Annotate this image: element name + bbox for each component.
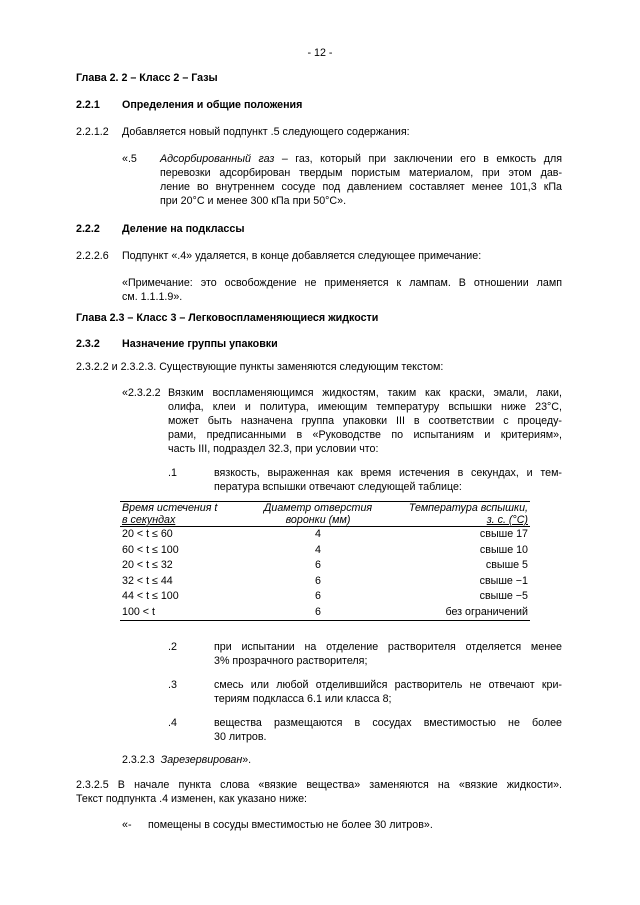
section-2-3-2-2-intro: 2.3.2.2 и 2.3.2.3. Существующие пункты заменяются следующим текстом: bbox=[76, 361, 444, 373]
section-2-2-1-2-text: Добавляется новый подпункт .5 следующего содержания: bbox=[122, 126, 410, 138]
section-2-2-1-number: 2.2.1 bbox=[76, 99, 100, 111]
table-row: 20 < t ≤ 32 6 свыше 5 bbox=[122, 559, 528, 571]
note-line-2: см. 1.1.1.9». bbox=[122, 291, 183, 303]
subparagraph-5-line-1-rest: – газ, который при заключении его в емкость для bbox=[274, 153, 563, 165]
section-2-2-1-2-number: 2.2.1.2 bbox=[76, 126, 109, 138]
section-2-2-2-number: 2.2.2 bbox=[76, 223, 100, 235]
adsorbed-gas-term: Адсорбированный газ bbox=[160, 153, 275, 165]
subparagraph-5-line-1 bbox=[160, 152, 562, 166]
table-header-row bbox=[120, 502, 530, 527]
note-line-1: «Примечание: это освобождение не применяется к лампам. В отношении ламп bbox=[122, 277, 562, 289]
section-2-3-2-2-line-5: часть III, подраздел 32.3, при условии что: bbox=[168, 443, 379, 455]
section-2-2-2-title: Деление на подклассы bbox=[122, 223, 245, 235]
item-3-line-1: смесь или любой отделившийся растворитель не отвечают кри- bbox=[214, 679, 562, 691]
chapter-2-3-heading: Глава 2.3 – Класс 3 – Легковоспламеняющиеся жидкости bbox=[76, 312, 379, 324]
subparagraph-5-line-3: ление во внутреннем сосуде под давлением составляет менее 101,3 кПа bbox=[160, 181, 562, 193]
section-2-3-2-2-number: «2.3.2.2 bbox=[122, 387, 161, 399]
section-2-2-2-6-number: 2.2.2.6 bbox=[76, 250, 109, 262]
final-quote-marker: «- bbox=[122, 819, 132, 831]
subparagraph-5-line-2: перевозки адсорбирован твердым пористым материалом, при этом дав- bbox=[160, 167, 562, 179]
item-1-line-2: пература вспышки отвечают следующей таблице: bbox=[214, 481, 462, 493]
chapter-2-2-heading: Глава 2. 2 – Класс 2 – Газы bbox=[76, 72, 218, 84]
section-2-3-2-2-line-1: Вязким воспламеняющимся жидкостям, таким как краски, эмали, лаки, bbox=[168, 387, 562, 399]
item-2-line-1: при испытании на отделение растворителя отделяется менее bbox=[214, 641, 562, 653]
section-2-3-2-3-number: 2.3.2.3 bbox=[122, 754, 155, 766]
header-orifice-diameter: Диаметр отверстия воронки (мм) bbox=[263, 502, 373, 526]
table-row: 44 < t ≤ 100 6 свыше −5 bbox=[122, 590, 528, 602]
section-2-3-2-title: Назначение группы упаковки bbox=[122, 338, 278, 350]
subparagraph-5-marker: «.5 bbox=[122, 153, 137, 165]
item-4-line-1: вещества размещаются в сосудах вместимостью не более bbox=[214, 717, 562, 729]
item-1-number: .1 bbox=[168, 467, 177, 479]
section-2-3-2-3-reserved: Зарезервирован bbox=[160, 754, 243, 766]
table-row: 100 < t 6 без ограничений bbox=[120, 605, 530, 621]
section-2-3-2-2-line-4: рами, предписанными в «Руководстве по испытаниям и критериям», bbox=[168, 429, 562, 441]
item-3-line-2: териям подкласса 6.1 или класса 8; bbox=[214, 693, 392, 705]
section-2-3-2-2-line-2: олифа, клеи и политура, имеющим температуру вспышки ниже 23°С, bbox=[168, 401, 562, 413]
item-4-number: .4 bbox=[168, 717, 177, 729]
section-2-3-2-5-line-1: 2.3.2.5 В начале пункта слова «вязкие вещества» заменяются на «вязкие жидкости». bbox=[76, 779, 562, 791]
final-quote-text: помещены в сосуды вместимостью не более 30 литров». bbox=[148, 819, 433, 831]
viscosity-table bbox=[120, 501, 530, 621]
header-flow-time: Время истечения t в секундах bbox=[122, 502, 218, 526]
header-flash-point: Температура вспышки, з. с. (°С) bbox=[408, 502, 528, 526]
section-2-2-1-title: Определения и общие положения bbox=[122, 99, 303, 111]
section-2-3-2-5-line-2: Текст подпункта .4 изменен, как указано ниже: bbox=[76, 793, 308, 805]
section-2-3-2-3 bbox=[122, 753, 251, 767]
section-2-3-2-2-line-3: может быть назначена группа упаковки III в соответствии с процеду- bbox=[168, 415, 562, 427]
item-3-number: .3 bbox=[168, 679, 177, 691]
table-row: 20 < t ≤ 60 4 свыше 17 bbox=[122, 528, 528, 540]
item-1-line-1: вязкость, выраженная как время истечения в секундах, и тем- bbox=[214, 467, 562, 479]
table-row: 60 < t ≤ 100 4 свыше 10 bbox=[122, 543, 528, 556]
page-number: - 12 - bbox=[307, 47, 333, 59]
section-2-3-2-3-tail: ». bbox=[242, 754, 252, 766]
item-4-line-2: 30 литров. bbox=[214, 731, 267, 743]
table-row: 32 < t ≤ 44 6 свыше −1 bbox=[122, 574, 528, 587]
subparagraph-5-line-4: при 20°C и менее 300 кПа при 50°C». bbox=[160, 195, 347, 207]
item-2-line-2: 3% прозрачного растворителя; bbox=[214, 655, 368, 667]
section-2-2-2-6-text: Подпункт «.4» удаляется, в конце добавляется следующее примечание: bbox=[122, 250, 482, 262]
item-2-number: .2 bbox=[168, 641, 177, 653]
section-2-3-2-number: 2.3.2 bbox=[76, 338, 100, 350]
